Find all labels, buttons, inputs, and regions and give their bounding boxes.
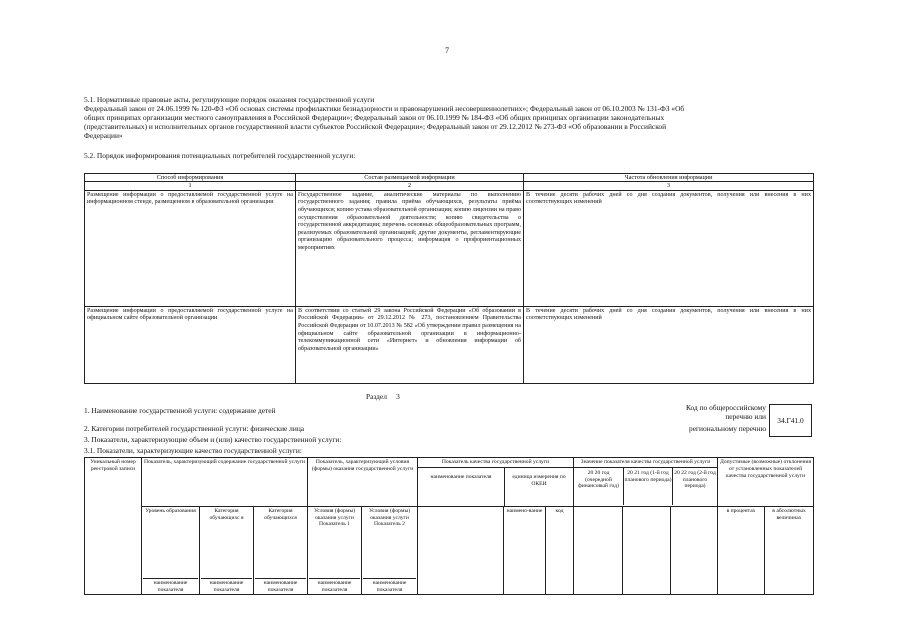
quality-indicators-heading: 3.1. Показатели, характеризующие качество государственной услуги:	[84, 446, 302, 455]
service-name: 1. Наименование государственной услуги: содержание детей	[84, 406, 276, 415]
unit-name-cell: наимено-вание	[504, 506, 546, 595]
condition-label: Условия (формы) оказания услуги Показатель 2	[368, 507, 411, 528]
information-content: Государственное задание, аналитические материалы по выполнению государственного задания; правила приёма обучающихся, результаты приёма обучающихся; копию устава образовательной организации; копию лицензии на право осуществления образовательной деятельности; копию свидетельства о государственной аккредитации; перечень основных общеобразовательных программ, реализуемых образовательной организацией; другие документы, регламентирующие организацию образовательного процесса; информация о профориентационных мероприятиях	[296, 190, 524, 306]
column-header: Способ информирования	[85, 174, 296, 182]
conditions-indicator-header: Показатель, характеризующий условия (формы) оказания государственной услуги	[308, 458, 418, 507]
consumer-categories: 2. Категории потребителей государственной услуги: физические лица	[84, 424, 305, 433]
column-number: 2	[296, 182, 524, 190]
indicator-name-header: наименование показателя	[418, 468, 505, 506]
informing-method: Размещение информации о предоставляемой государственной услуге на официальном сайте образовательной организации	[85, 306, 296, 383]
section-5-2-heading: 5.2. Порядок информирования потенциальных потребителей государственной услуги:	[84, 151, 356, 160]
year-2-header: 20 21 год (1-й год планового периода)	[624, 468, 673, 505]
condition-indicator-1	[308, 506, 362, 595]
section-5-1-heading: 5.1. Нормативные правовые акты, регулирующие порядок оказания государственной услуги	[84, 95, 375, 104]
table-header-row	[85, 174, 814, 182]
quality-indicators-table	[84, 457, 814, 595]
unique-number-header: Уникальный номер реестровой записи	[85, 458, 142, 595]
normative-acts-line: Федеральный закон от 24.06.1999 № 120-ФЗ «Об основах системы профилактики безнадзорности и правонарушений несовершеннолетних»; Федеральный закон от 06.10.2003 № 131-ФЗ «Об	[84, 104, 685, 113]
condition-label: Условия (формы) оказания услуги Показатель 1	[313, 507, 356, 528]
content-indicator-1	[142, 506, 200, 595]
table-row	[85, 306, 814, 383]
unit-name-label: наименование показателя	[143, 578, 198, 594]
normative-acts-line: Федерации»	[84, 131, 123, 140]
year-3-cell	[671, 506, 718, 595]
column-header: Состав размещаемой информации	[296, 174, 524, 182]
column-header: Частота обновления информации	[524, 174, 814, 182]
column-number: 3	[524, 182, 814, 190]
unit-name-label: наименование показателя	[201, 578, 252, 594]
unit-name-label: наименование показателя	[255, 578, 306, 594]
unit-name-label: наименование показателя	[309, 578, 360, 594]
page-number: 7	[445, 46, 449, 55]
okud-label: региональному перечню	[689, 424, 766, 433]
level-label: Уровень образования	[145, 507, 196, 514]
okud-code-box: 34.Г41.0	[769, 404, 812, 437]
information-content: В соответствии со статьей 29 закона Российской Федерации «Об образовании в Российской Федерации» от 29.12.2012 № 273, постановлением Правительства Российской Федерации от 10.07.2013 № 582 «Об утверждении правил размещения на официальном сайте образовательной организации в информационно-телекоммуникационной сети «Интернет» и обновления информации об образовательной организации»	[296, 306, 524, 383]
deviation-header: Допустимые (возможные) отклонения от установленных показателей качества государственной услуги	[718, 458, 814, 507]
column-number: 1	[85, 182, 296, 190]
update-frequency: В течение десяти рабочих дней со дня создания документов, получения или внесения в них соответствующих изменений	[524, 190, 814, 306]
quality-indicator-title: Показатель качества государственной услуги	[441, 459, 550, 465]
content-indicator-3	[254, 506, 308, 595]
normative-acts-line: (представительных) и исполнительных органов государственной власти субъектов Российской Федерации»; Федеральный закон от 29.12.2012 № 273-ФЗ «Об образовании в Российской	[84, 122, 667, 131]
condition-indicator-2	[362, 506, 418, 595]
unit-code-cell: код	[546, 506, 574, 595]
year-3-header: 20 22 год (2-й год планового периода)	[674, 469, 716, 490]
section-title: Раздел 3	[366, 392, 400, 401]
year-1-header: 20 20 год (очередной финансовый год)	[574, 468, 624, 505]
category-label: Категория обучающихся	[264, 507, 297, 521]
okei-unit-header: единица измерения по ОКЕИ	[512, 473, 566, 487]
category-label: Категория обучающихс я	[209, 507, 244, 521]
column-number-row	[85, 182, 814, 190]
content-indicator-header: Показатель, характеризующий содержание государственной услуги	[142, 458, 308, 507]
values-title: Значение показателя качества государственной услуги	[580, 459, 711, 465]
values-header	[574, 458, 718, 507]
informing-table	[84, 173, 814, 384]
year-2-cell	[623, 506, 671, 595]
content-indicator-2	[200, 506, 254, 595]
year-1-cell	[574, 506, 623, 595]
table-row	[85, 190, 814, 306]
indicators-heading: 3. Показатели, характеризующие объем и (или) качество государственной услуги:	[84, 435, 342, 444]
normative-acts-line: общих принципах организации местного самоуправления в Российской Федерации»; Федеральный закон от 06.10.1999 № 184-ФЗ «Об общих принципах организации законодательных	[84, 113, 665, 122]
table-subheader-row	[85, 506, 814, 595]
unit-name-label: наименование показателя	[363, 578, 416, 594]
absolute-header: в абсолютных величинах	[765, 506, 814, 595]
okud-label: перечню или	[725, 412, 766, 421]
okud-label: Код по общероссийскому	[685, 403, 766, 412]
quality-indicator-header	[418, 458, 574, 507]
percent-header: в процентах	[718, 506, 765, 595]
indicator-name-cell	[418, 506, 504, 595]
informing-method: Размещение информации о предоставляемой государственной услуге на информационном стенде, размещенном в образовательной организации	[85, 190, 296, 306]
table-header-row	[85, 458, 814, 507]
update-frequency: В течение десяти рабочих дней со дня создания документов, получения или внесения в них соответствующих изменений	[524, 306, 814, 383]
